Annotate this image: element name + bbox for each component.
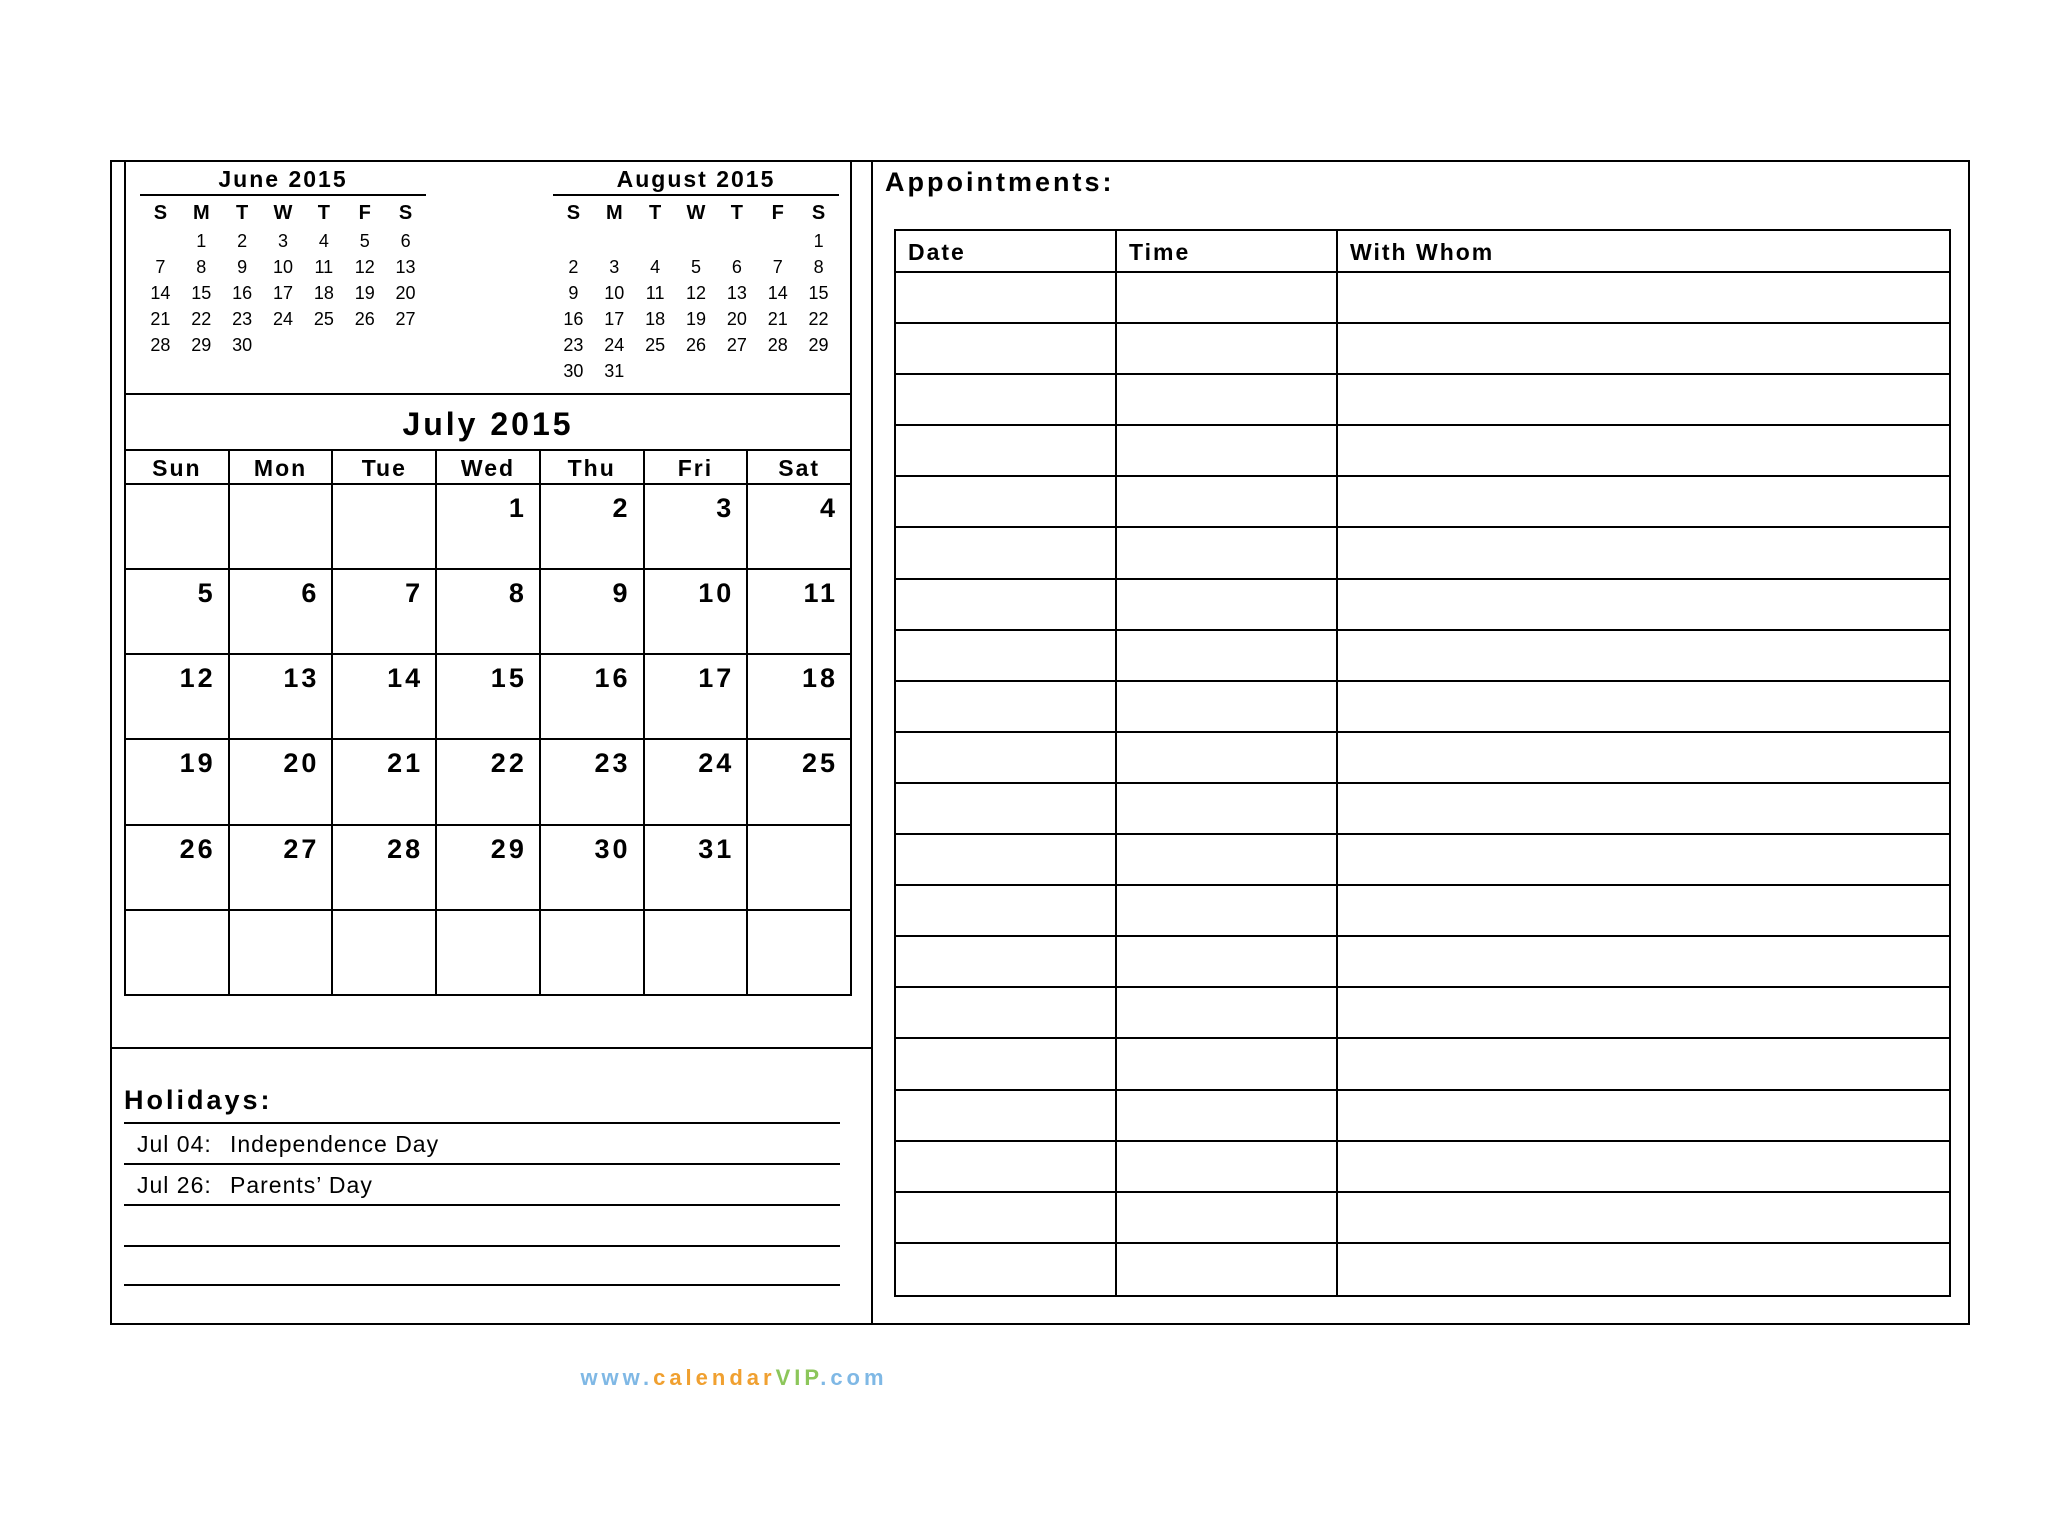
appointment-cell (1338, 273, 1949, 324)
appointment-cell (1117, 477, 1338, 528)
day-cell (437, 911, 541, 996)
mini-day: 2 (237, 231, 248, 251)
mini-day: 29 (191, 335, 212, 355)
weekday-header: Sat (748, 451, 852, 485)
holidays-divider (112, 1047, 871, 1049)
appointment-cell (896, 631, 1117, 682)
day-cell: 27 (230, 826, 334, 911)
appointment-cell (896, 426, 1117, 477)
day-cell: 1 (437, 485, 541, 570)
day-cell (748, 826, 852, 911)
mini-day: 15 (808, 283, 829, 303)
day-cell: 18 (748, 655, 852, 740)
mini-day: 25 (645, 335, 666, 355)
day-cell (333, 485, 437, 570)
day-cell: 6 (230, 570, 334, 655)
day-cell: 2 (541, 485, 645, 570)
day-cell (333, 911, 437, 996)
mini-calendar-title: June 2015 (140, 164, 426, 196)
mini-day: 27 (395, 309, 416, 329)
mini-day: 21 (767, 309, 788, 329)
appointment-cell (896, 784, 1117, 835)
day-cell: 24 (645, 740, 749, 825)
appointment-cell (1117, 937, 1338, 988)
weekday-header: Tue (333, 451, 437, 485)
mini-day: 13 (726, 283, 747, 303)
mini-weekday-row (140, 196, 426, 228)
appointment-cell (1338, 784, 1949, 835)
appointment-cell (1117, 1244, 1338, 1295)
day-cell: 17 (645, 655, 749, 740)
day-cell (126, 911, 230, 996)
mini-day (716, 228, 757, 254)
appointment-cell (1117, 1142, 1338, 1193)
mini-weekday: S (153, 202, 168, 224)
mini-day: 20 (726, 309, 747, 329)
mini-weekday: S (398, 202, 413, 224)
mini-day: 18 (313, 283, 334, 303)
mini-weekday: S (566, 202, 581, 224)
footer-url-part: VIP (775, 1365, 821, 1390)
mini-day (798, 358, 839, 384)
appointment-cell (1117, 835, 1338, 886)
appointment-cell (1117, 528, 1338, 579)
day-cell: 4 (748, 485, 852, 570)
mini-day: 5 (690, 257, 701, 277)
mini-day: 4 (650, 257, 661, 277)
appointment-cell (1338, 937, 1949, 988)
mini-day: 9 (237, 257, 248, 277)
mini-day (303, 332, 344, 358)
day-cell: 3 (645, 485, 749, 570)
weekday-header: Thu (541, 451, 645, 485)
mini-day: 16 (232, 283, 253, 303)
mini-weekday: M (192, 202, 210, 224)
day-cell: 5 (126, 570, 230, 655)
mini-day: 5 (359, 231, 370, 251)
mini-day (757, 228, 798, 254)
mini-day: 22 (808, 309, 829, 329)
day-cell: 9 (541, 570, 645, 655)
appointment-cell (896, 937, 1117, 988)
appointment-cell (1117, 273, 1338, 324)
day-cell: 16 (541, 655, 645, 740)
mini-day (263, 332, 304, 358)
day-cell: 13 (230, 655, 334, 740)
mini-day: 25 (313, 309, 334, 329)
mini-weekday: T (649, 202, 662, 224)
mini-days-grid (553, 228, 839, 384)
holiday-line (124, 1122, 840, 1163)
mini-day: 26 (685, 335, 706, 355)
footer-url-part: .com (820, 1365, 888, 1390)
day-cell (541, 911, 645, 996)
main-calendar (124, 395, 852, 996)
holiday-line (124, 1204, 840, 1245)
appointment-cell (1117, 631, 1338, 682)
mini-calendars-panel (124, 162, 852, 395)
appointments-column-header: With Whom (1338, 231, 1949, 273)
calendar-page (110, 160, 1970, 1325)
mini-day: 10 (272, 257, 293, 277)
mini-day: 26 (354, 309, 375, 329)
appointment-cell (896, 988, 1117, 1039)
mini-day: 11 (645, 283, 665, 303)
day-cell (126, 485, 230, 570)
appointment-cell (896, 682, 1117, 733)
appointment-cell (1338, 886, 1949, 937)
day-cell: 29 (437, 826, 541, 911)
mini-day (716, 358, 757, 384)
appointment-cell (1338, 682, 1949, 733)
appointments-table (894, 229, 1951, 1297)
appointment-cell (1338, 580, 1949, 631)
holidays-section (124, 1085, 840, 1286)
mini-days-grid (140, 228, 426, 358)
mini-weekday: W (273, 202, 293, 224)
mini-calendar-august (553, 164, 839, 384)
appointment-cell (896, 477, 1117, 528)
mini-day: 23 (232, 309, 253, 329)
mini-day: 9 (568, 283, 579, 303)
holiday-name: Parents’ Day (230, 1172, 373, 1198)
day-cell: 12 (126, 655, 230, 740)
appointment-cell (1338, 528, 1949, 579)
weekday-header: Sun (126, 451, 230, 485)
mini-weekday: T (730, 202, 743, 224)
appointment-cell (1117, 784, 1338, 835)
mini-day: 4 (318, 231, 329, 251)
footer-url[interactable] (0, 1365, 2048, 1391)
mini-calendar-june (140, 164, 426, 358)
appointment-cell (896, 1091, 1117, 1142)
appointments-column-header: Date (896, 231, 1117, 273)
day-cell: 31 (645, 826, 749, 911)
appointment-cell (1338, 733, 1949, 784)
column-divider (871, 162, 873, 1323)
mini-day: 1 (813, 231, 824, 251)
appointment-cell (1117, 324, 1338, 375)
appointments-column-header: Time (1117, 231, 1338, 273)
day-cell: 11 (748, 570, 852, 655)
appointments-title: Appointments: (885, 167, 1115, 197)
appointment-cell (1117, 682, 1338, 733)
appointment-cell (1338, 1193, 1949, 1244)
appointment-cell (1117, 733, 1338, 784)
appointment-cell (1117, 375, 1338, 426)
day-cell: 7 (333, 570, 437, 655)
holiday-line (124, 1163, 840, 1204)
mini-day: 30 (232, 335, 253, 355)
appointment-cell (896, 324, 1117, 375)
appointment-cell (896, 375, 1117, 426)
day-cell (230, 485, 334, 570)
holiday-date: Jul 26: (137, 1172, 212, 1198)
mini-day: 2 (568, 257, 579, 277)
mini-weekday-row (553, 196, 839, 228)
appointment-cell (896, 580, 1117, 631)
mini-weekday: T (317, 202, 330, 224)
footer-url-part: calendar (653, 1365, 776, 1390)
holiday-line (124, 1245, 840, 1286)
appointment-cell (896, 886, 1117, 937)
mini-day: 7 (155, 257, 166, 277)
mini-day: 3 (277, 231, 288, 251)
day-cell: 14 (333, 655, 437, 740)
weekday-header: Wed (437, 451, 541, 485)
appointment-cell (896, 733, 1117, 784)
mini-weekday: M (605, 202, 623, 224)
mini-day: 15 (191, 283, 212, 303)
appointment-cell (1117, 988, 1338, 1039)
mini-day: 1 (196, 231, 207, 251)
mini-weekday: T (236, 202, 249, 224)
mini-day: 23 (563, 335, 584, 355)
mini-day: 11 (314, 257, 334, 277)
holiday-name: Independence Day (230, 1131, 440, 1157)
mini-day: 14 (150, 283, 171, 303)
mini-day: 14 (767, 283, 788, 303)
mini-day: 8 (196, 257, 207, 277)
mini-day: 16 (563, 309, 584, 329)
appointment-cell (1338, 835, 1949, 886)
footer-url-part: www. (580, 1365, 654, 1390)
day-cell: 26 (126, 826, 230, 911)
mini-day: 6 (400, 231, 411, 251)
appointment-cell (1338, 1091, 1949, 1142)
day-cell: 20 (230, 740, 334, 825)
mini-day (676, 228, 717, 254)
mini-day: 20 (395, 283, 416, 303)
mini-calendar-title: August 2015 (553, 164, 839, 196)
mini-day: 13 (395, 257, 416, 277)
weekday-header: Fri (645, 451, 749, 485)
appointment-cell (1338, 1039, 1949, 1090)
mini-day: 19 (685, 309, 706, 329)
day-cell: 25 (748, 740, 852, 825)
mini-day: 7 (772, 257, 783, 277)
mini-day (635, 358, 676, 384)
appointment-cell (1117, 1039, 1338, 1090)
holidays-title: Holidays: (124, 1085, 273, 1115)
appointment-cell (1117, 580, 1338, 631)
mini-day: 27 (726, 335, 747, 355)
appointment-cell (1117, 1193, 1338, 1244)
mini-day: 8 (813, 257, 824, 277)
appointment-cell (1338, 1142, 1949, 1193)
mini-day: 12 (354, 257, 375, 277)
appointment-cell (1338, 426, 1949, 477)
mini-day: 31 (604, 361, 625, 381)
day-cell: 22 (437, 740, 541, 825)
holiday-list (124, 1122, 840, 1286)
day-cell: 15 (437, 655, 541, 740)
day-cell (645, 911, 749, 996)
day-cell: 10 (645, 570, 749, 655)
appointment-cell (1338, 631, 1949, 682)
appointment-cell (1338, 1244, 1949, 1295)
day-cell: 23 (541, 740, 645, 825)
day-cell: 30 (541, 826, 645, 911)
mini-day (594, 228, 635, 254)
mini-day: 24 (272, 309, 293, 329)
appointment-cell (1117, 1091, 1338, 1142)
mini-weekday: F (358, 202, 371, 224)
appointment-cell (896, 273, 1117, 324)
holiday-date: Jul 04: (137, 1131, 212, 1157)
mini-day (757, 358, 798, 384)
day-cell (748, 911, 852, 996)
mini-weekday: W (686, 202, 706, 224)
appointment-cell (1338, 324, 1949, 375)
day-cell: 21 (333, 740, 437, 825)
mini-weekday: S (811, 202, 826, 224)
appointment-cell (1338, 988, 1949, 1039)
mini-day: 21 (150, 309, 171, 329)
mini-day: 29 (808, 335, 829, 355)
appointment-cell (896, 1142, 1117, 1193)
mini-day: 10 (604, 283, 625, 303)
appointment-cell (1117, 886, 1338, 937)
appointment-cell (896, 835, 1117, 886)
mini-day (553, 228, 594, 254)
weekday-header: Mon (230, 451, 334, 485)
mini-day: 3 (609, 257, 620, 277)
day-cell: 19 (126, 740, 230, 825)
mini-day: 28 (150, 335, 171, 355)
mini-weekday: F (771, 202, 784, 224)
mini-day (385, 332, 426, 358)
mini-day: 6 (731, 257, 742, 277)
mini-day: 17 (272, 283, 293, 303)
mini-day: 18 (645, 309, 666, 329)
mini-day (635, 228, 676, 254)
appointment-cell (896, 1244, 1117, 1295)
appointment-cell (896, 1039, 1117, 1090)
mini-day: 19 (354, 283, 375, 303)
appointment-cell (896, 528, 1117, 579)
day-cell: 8 (437, 570, 541, 655)
mini-day (140, 228, 181, 254)
mini-day: 17 (604, 309, 625, 329)
mini-day: 28 (767, 335, 788, 355)
appointment-cell (1338, 375, 1949, 426)
mini-day: 12 (685, 283, 706, 303)
main-calendar-grid (124, 451, 852, 996)
day-cell: 28 (333, 826, 437, 911)
appointment-cell (896, 1193, 1117, 1244)
appointment-cell (1338, 477, 1949, 528)
mini-day: 24 (604, 335, 625, 355)
mini-day: 22 (191, 309, 212, 329)
mini-day (344, 332, 385, 358)
main-calendar-title: July 2015 (124, 395, 852, 451)
mini-day (676, 358, 717, 384)
appointment-cell (1117, 426, 1338, 477)
day-cell (230, 911, 334, 996)
mini-day: 30 (563, 361, 584, 381)
